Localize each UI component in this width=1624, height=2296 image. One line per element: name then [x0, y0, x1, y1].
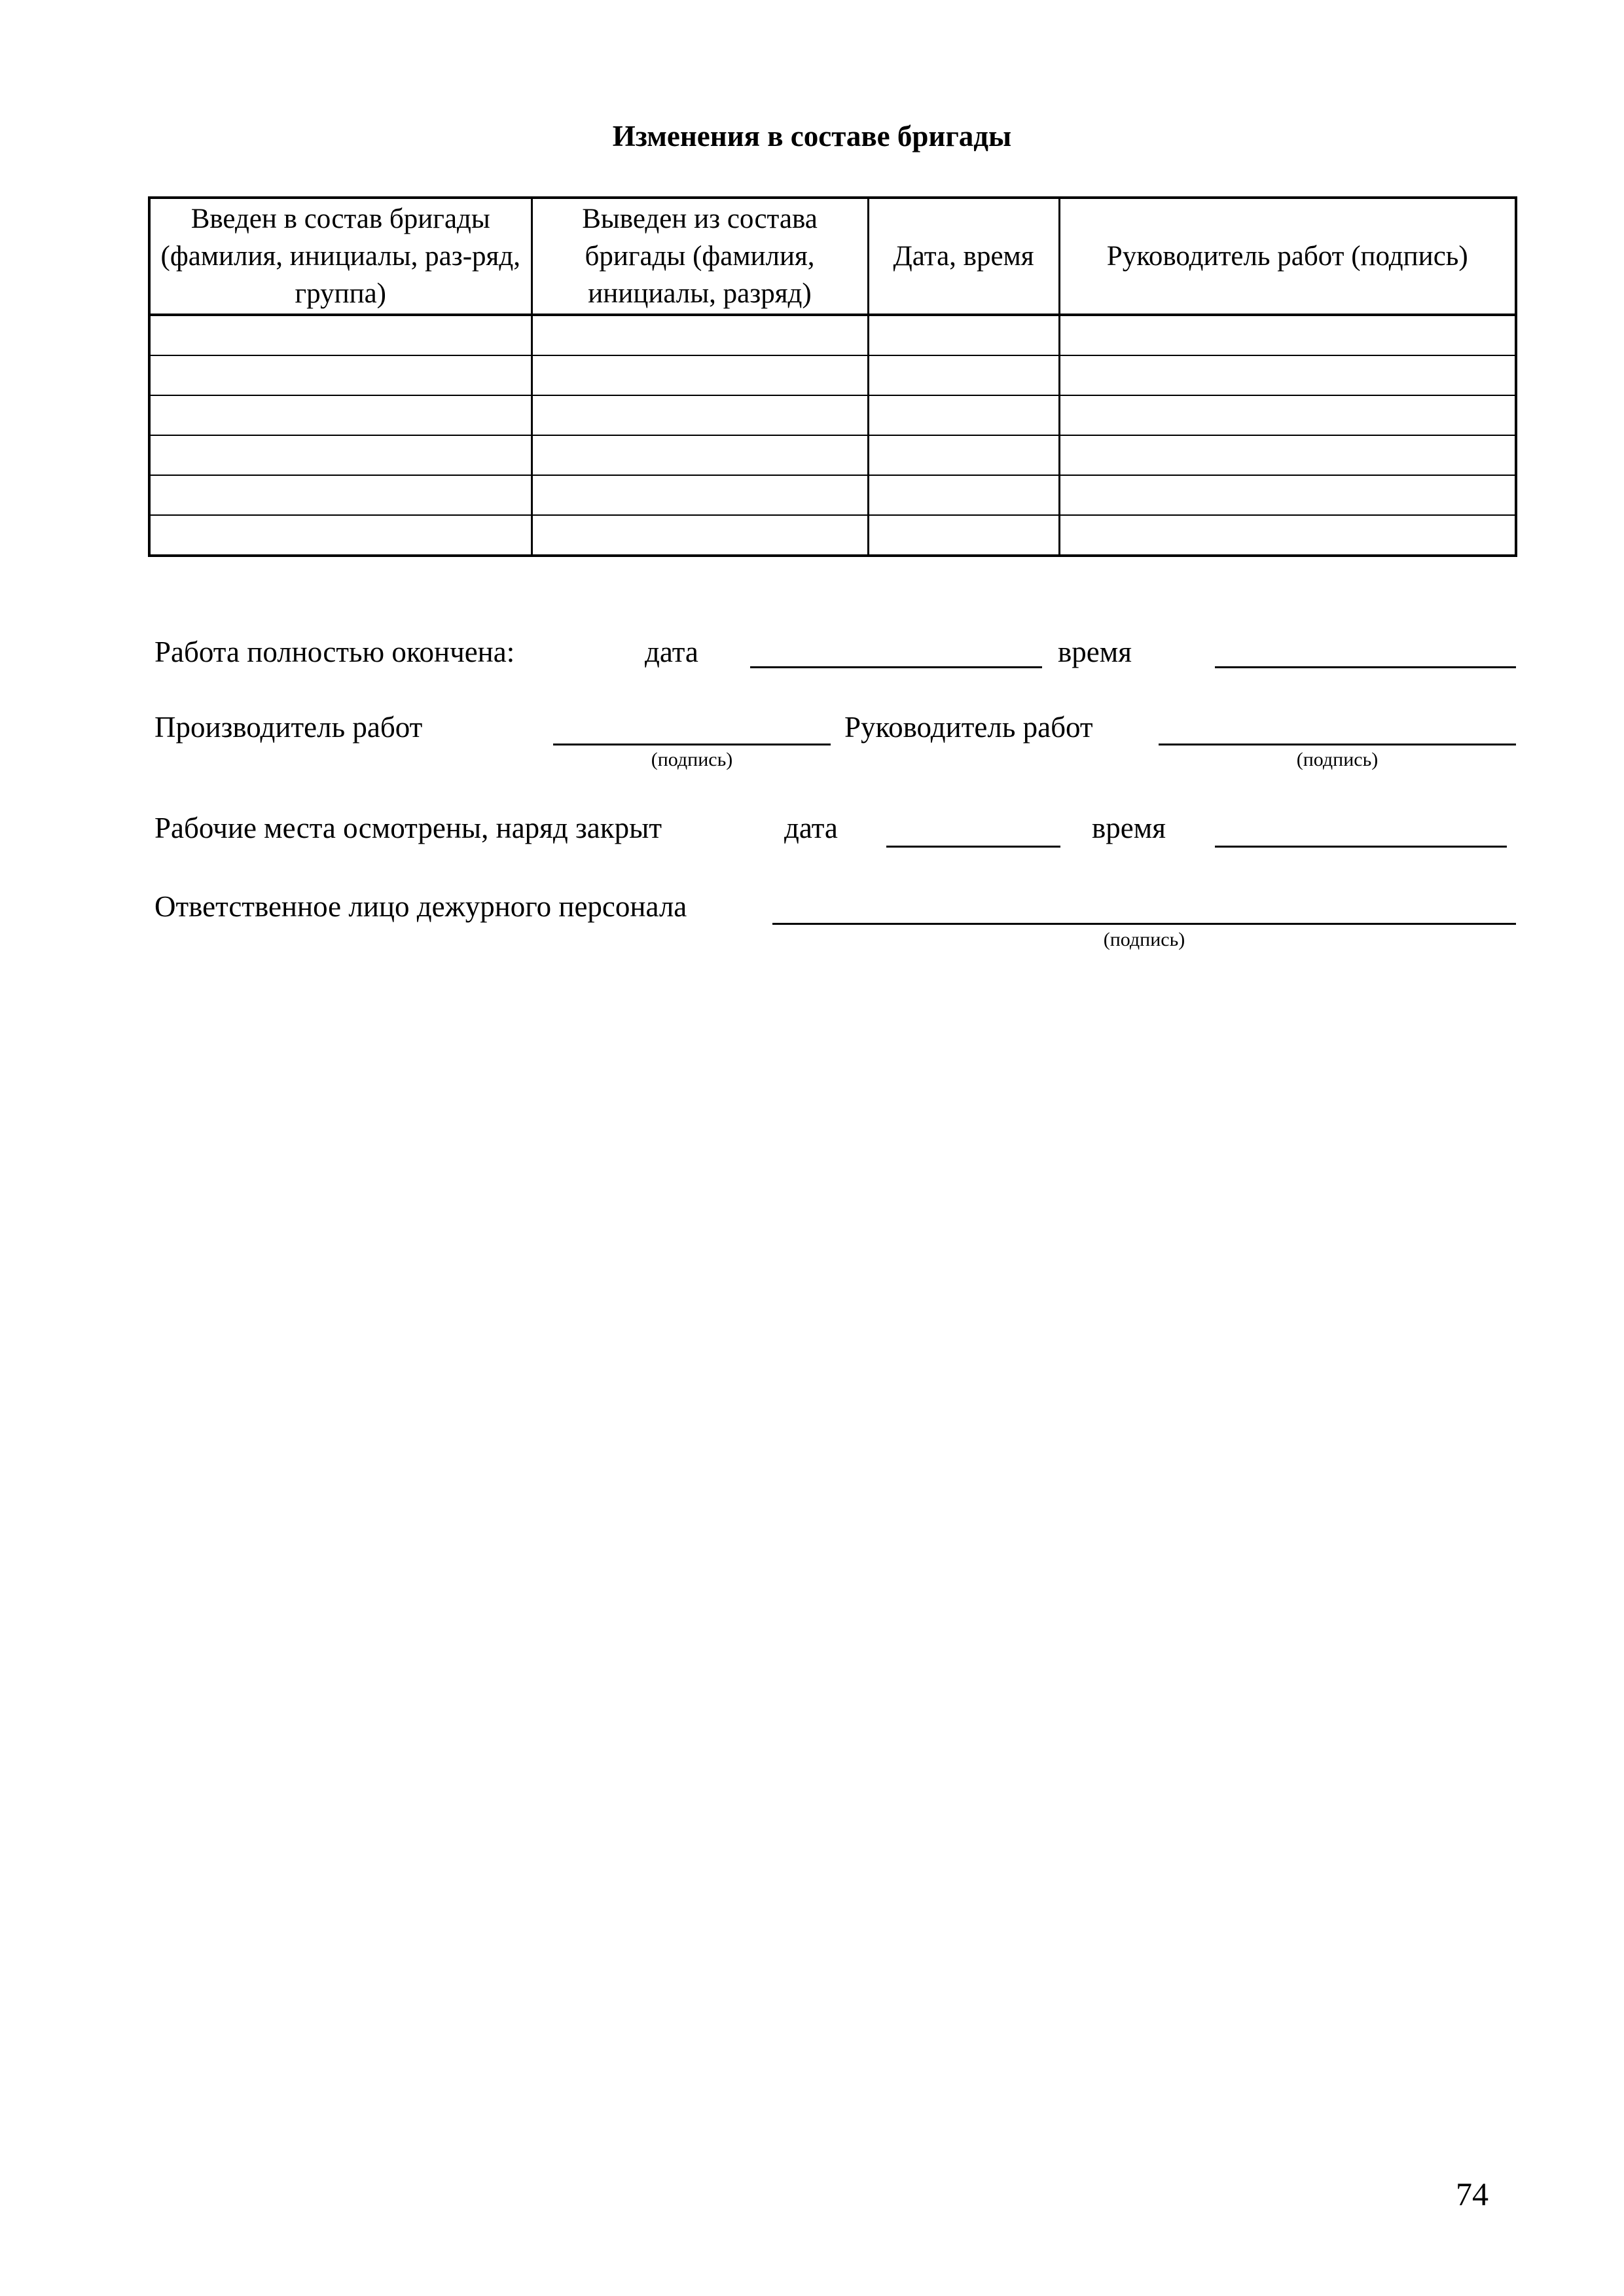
header-removed-from-team: Выведен из состава бригады (фамилия, инициалы, разряд) — [532, 198, 868, 315]
completion-date-field[interactable] — [750, 666, 1042, 668]
page-number: 74 — [1456, 2176, 1489, 2212]
responsible-signature-caption: (подпись) — [1103, 929, 1185, 950]
table-row — [149, 515, 1516, 556]
table-cell-removed[interactable] — [532, 355, 868, 395]
table-cell-removed[interactable] — [532, 395, 868, 435]
table-cell-date-time[interactable] — [868, 475, 1059, 515]
responsible-signature-field[interactable] — [772, 923, 1516, 925]
table-cell-signature[interactable] — [1059, 435, 1516, 475]
table-cell-date-time[interactable] — [868, 515, 1059, 556]
responsible-person-label: Ответственное лицо дежурного персонала — [154, 890, 687, 923]
table-cell-removed[interactable] — [532, 315, 868, 355]
table-row — [149, 395, 1516, 435]
closure-date-label: дата — [784, 812, 838, 844]
table-cell-date-time[interactable] — [868, 395, 1059, 435]
header-manager-signature: Руководитель работ (подпись) — [1059, 198, 1516, 315]
table-cell-removed[interactable] — [532, 475, 868, 515]
producer-label: Производитель работ — [154, 711, 423, 744]
table-cell-date-time[interactable] — [868, 315, 1059, 355]
table-row — [149, 315, 1516, 355]
table-cell-removed[interactable] — [532, 435, 868, 475]
manager-signature-field[interactable] — [1159, 744, 1516, 745]
table-cell-signature[interactable] — [1059, 315, 1516, 355]
table-cell-signature[interactable] — [1059, 355, 1516, 395]
completion-time-label: время — [1058, 636, 1132, 668]
table-row — [149, 475, 1516, 515]
table-row — [149, 435, 1516, 475]
completion-date-label: дата — [645, 636, 698, 668]
header-date-time: Дата, время — [868, 198, 1059, 315]
table-cell-added[interactable] — [149, 475, 532, 515]
closure-date-field[interactable] — [886, 846, 1060, 848]
table-header-row — [149, 198, 1516, 315]
closure-time-field[interactable] — [1215, 846, 1507, 848]
closure-time-label: время — [1092, 812, 1166, 844]
team-changes-table — [148, 196, 1517, 557]
manager-label: Руководитель работ — [844, 711, 1093, 744]
table-cell-added[interactable] — [149, 315, 532, 355]
table-cell-added[interactable] — [149, 435, 532, 475]
producer-signature-caption: (подпись) — [651, 749, 733, 770]
workplaces-closed-label: Рабочие места осмотрены, наряд закрыт — [154, 812, 662, 844]
table-cell-signature[interactable] — [1059, 475, 1516, 515]
table-cell-date-time[interactable] — [868, 355, 1059, 395]
table-cell-signature[interactable] — [1059, 515, 1516, 556]
table-cell-signature[interactable] — [1059, 395, 1516, 435]
producer-signature-field[interactable] — [553, 744, 831, 745]
table-cell-added[interactable] — [149, 515, 532, 556]
table-cell-removed[interactable] — [532, 515, 868, 556]
manager-signature-caption: (подпись) — [1296, 749, 1379, 770]
table-cell-added[interactable] — [149, 395, 532, 435]
table-cell-date-time[interactable] — [868, 435, 1059, 475]
header-added-to-team: Введен в состав бригады (фамилия, инициалы, раз-ряд, группа) — [149, 198, 532, 315]
table-cell-added[interactable] — [149, 355, 532, 395]
completion-time-field[interactable] — [1215, 666, 1516, 668]
page-title: Изменения в составе бригады — [612, 120, 1012, 152]
table-row — [149, 355, 1516, 395]
work-completed-label: Работа полностью окончена: — [154, 636, 515, 668]
